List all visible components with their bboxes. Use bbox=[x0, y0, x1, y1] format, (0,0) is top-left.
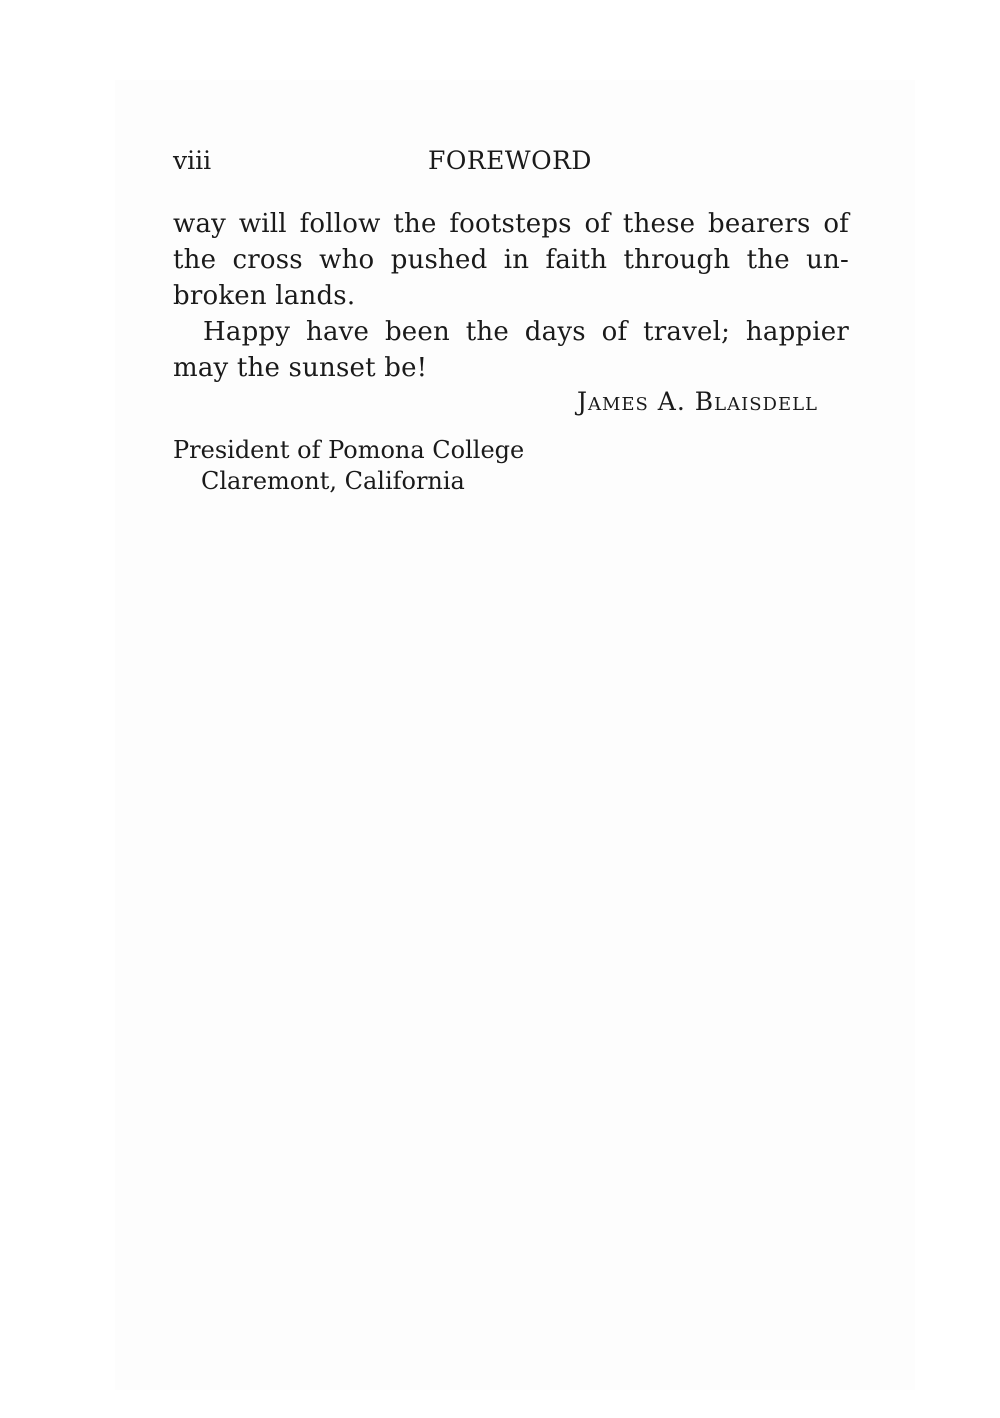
author-affiliation bbox=[173, 435, 524, 497]
affiliation-title: President of Pomona College bbox=[173, 436, 525, 464]
foreword-text bbox=[173, 206, 849, 386]
running-head: FOREWORD bbox=[428, 146, 592, 175]
paragraph-closing: Happy have been the days of travel; happier may the sunset be! bbox=[173, 317, 849, 383]
affiliation-location: Claremont, California bbox=[201, 467, 465, 495]
paragraph-continuation: way will follow the footsteps of these bearers of the cross who pushed in faith through the un-broken lands. bbox=[173, 209, 849, 311]
author-signature: James A. Blaisdell bbox=[576, 387, 818, 416]
page-number: viii bbox=[173, 146, 212, 175]
